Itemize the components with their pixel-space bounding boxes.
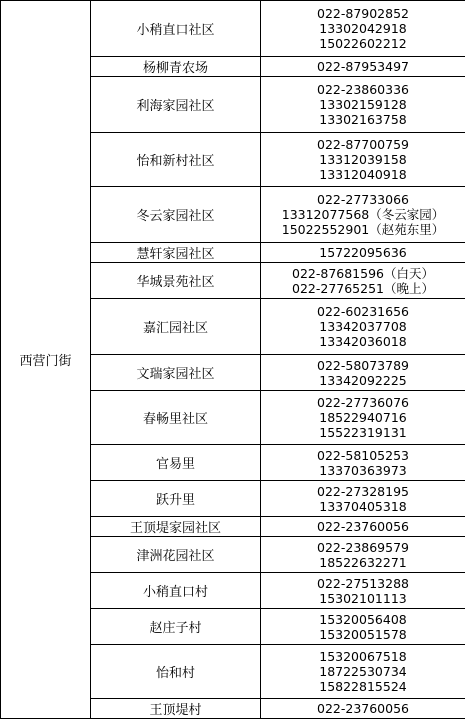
phone-number: 022-23860336 [261,82,465,97]
phone-cell [261,187,465,243]
phone-number: 15522319131 [261,425,465,440]
table-row [1,1,465,57]
community-name-cell: 利海家园社区 [91,77,261,133]
community-name-cell: 王顶堤村 [91,699,261,719]
phone-number: 18722530734 [261,664,465,679]
community-name-cell: 官易里 [91,445,261,481]
phone-cell [261,57,465,77]
phone-number: 022-87953497 [261,59,465,74]
phone-number: 13342037708 [261,319,465,334]
street-name-cell: 西营门街 [1,1,91,719]
phone-number: 15022602212 [261,36,465,51]
community-name-cell: 文瑞家园社区 [91,355,261,391]
phone-number: 15822815524 [261,679,465,694]
phone-number: 022-27733066 [261,192,465,207]
community-name-cell: 冬云家园社区 [91,187,261,243]
phone-cell [261,537,465,573]
phone-number: 18522940716 [261,410,465,425]
phone-number: 022-23760056 [261,519,465,534]
phone-number: 18522632271 [261,555,465,570]
phone-number: 15320051578 [261,627,465,642]
community-name-cell: 王顶堤家园社区 [91,517,261,537]
phone-number: 022-58105253 [261,448,465,463]
phone-number: 13302159128 [261,97,465,112]
phone-cell [261,517,465,537]
table-body [1,1,465,719]
phone-number: 13302163758 [261,112,465,127]
community-name-cell: 杨柳青农场 [91,57,261,77]
phone-cell [261,243,465,263]
phone-number: 022-58073789 [261,358,465,373]
phone-number: 13312039158 [261,152,465,167]
community-name-cell: 赵庄子村 [91,609,261,645]
phone-number: 13370363973 [261,463,465,478]
phone-number: 022-87700759 [261,137,465,152]
community-name-cell: 慧轩家园社区 [91,243,261,263]
community-name-cell: 嘉汇园社区 [91,299,261,355]
community-name-cell: 华城景苑社区 [91,263,261,299]
phone-cell [261,263,465,299]
phone-number: 022-60231656 [261,304,465,319]
phone-number: 15320067518 [261,649,465,664]
phone-number: 022-27328195 [261,484,465,499]
phone-number: 15022552901（赵苑东里） [261,222,465,237]
phone-cell [261,1,465,57]
phone-number: 022-87681596（白天） [261,266,465,281]
phone-number: 13342092225 [261,373,465,388]
phone-number: 15722095636 [261,245,465,260]
phone-number: 13312077568（冬云家园） [261,207,465,222]
phone-number: 022-27513288 [261,576,465,591]
phone-number: 022-27736076 [261,395,465,410]
community-name-cell: 怡和村 [91,645,261,699]
phone-number: 13312040918 [261,167,465,182]
phone-number: 022-27765251（晚上） [261,281,465,296]
phone-cell [261,481,465,517]
community-name-cell: 小稍直口社区 [91,1,261,57]
phone-cell [261,609,465,645]
community-name-cell: 津洲花园社区 [91,537,261,573]
community-name-cell: 小稍直口村 [91,573,261,609]
community-name-cell: 跃升里 [91,481,261,517]
phone-cell [261,77,465,133]
phone-number: 022-23760056 [261,701,465,716]
community-name-cell: 怡和新村社区 [91,133,261,187]
phone-cell [261,573,465,609]
phone-number: 13342036018 [261,334,465,349]
phone-cell [261,133,465,187]
phone-cell [261,391,465,445]
phone-number: 022-23869579 [261,540,465,555]
phone-cell [261,699,465,719]
phone-number: 022-87902852 [261,6,465,21]
phone-number: 13370405318 [261,499,465,514]
phone-cell [261,445,465,481]
phone-number: 13302042918 [261,21,465,36]
phone-number: 15302101113 [261,591,465,606]
community-name-cell: 春畅里社区 [91,391,261,445]
phone-cell [261,645,465,699]
phone-number: 15320056408 [261,612,465,627]
phone-cell [261,355,465,391]
phone-cell [261,299,465,355]
